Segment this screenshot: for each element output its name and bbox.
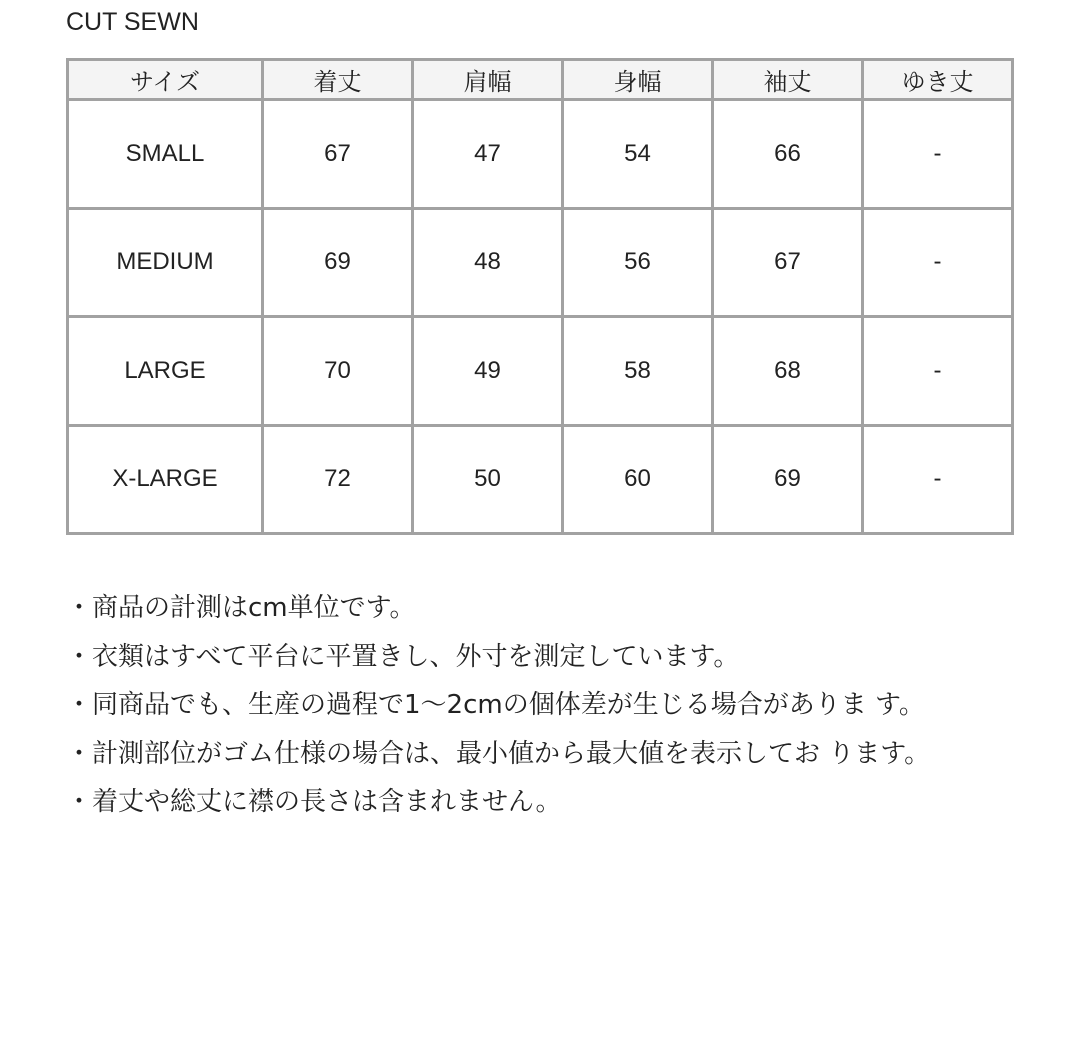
size-cell: X-LARGE [68, 425, 263, 534]
header-shoulder: 肩幅 [413, 60, 563, 100]
note-item: ・衣類はすべて平台に平置きし、外寸を測定しています。 [66, 641, 740, 672]
value-cell: 69 [713, 425, 863, 534]
header-size: サイズ [68, 60, 263, 100]
value-cell: 60 [563, 425, 713, 534]
size-table [66, 58, 1014, 535]
value-cell: 48 [413, 208, 563, 317]
size-cell: SMALL [68, 100, 263, 209]
note-item: ・着丈や総丈に襟の長さは含まれません。 [66, 787, 562, 817]
value-cell: 68 [713, 317, 863, 426]
value-cell: 70 [263, 317, 413, 426]
value-cell: 69 [263, 208, 413, 317]
table-row [68, 425, 1013, 534]
value-cell: 67 [263, 100, 413, 209]
size-cell: MEDIUM [68, 208, 263, 317]
header-chest: 身幅 [563, 60, 713, 100]
page-title: CUT SEWN [66, 8, 199, 36]
value-cell: 47 [413, 100, 563, 209]
table-row [68, 208, 1013, 317]
value-cell: 58 [563, 317, 713, 426]
size-cell: LARGE [68, 317, 263, 426]
value-cell: 49 [413, 317, 563, 426]
table-row [68, 317, 1013, 426]
value-cell: - [863, 317, 1013, 426]
note-item: ・同商品でも、生産の過程で1〜2cmの個体差が生じる場合がありま す。 [66, 690, 925, 720]
header-length: 着丈 [263, 60, 413, 100]
value-cell: 56 [563, 208, 713, 317]
value-cell: - [863, 425, 1013, 534]
table-row [68, 100, 1013, 209]
value-cell: 50 [413, 425, 563, 534]
value-cell: - [863, 100, 1013, 209]
note-item: ・商品の計測はcm単位です。 [66, 593, 416, 623]
notes [66, 584, 1016, 827]
header-yuki: ゆき丈 [863, 60, 1013, 100]
value-cell: 72 [263, 425, 413, 534]
header-sleeve: 袖丈 [713, 60, 863, 100]
value-cell: 67 [713, 208, 863, 317]
table-header-row [68, 60, 1013, 100]
value-cell: 54 [563, 100, 713, 209]
value-cell: 66 [713, 100, 863, 209]
value-cell: - [863, 208, 1013, 317]
note-item: ・計測部位がゴム仕様の場合は、最小値から最大値を表示してお ります。 [66, 738, 931, 769]
